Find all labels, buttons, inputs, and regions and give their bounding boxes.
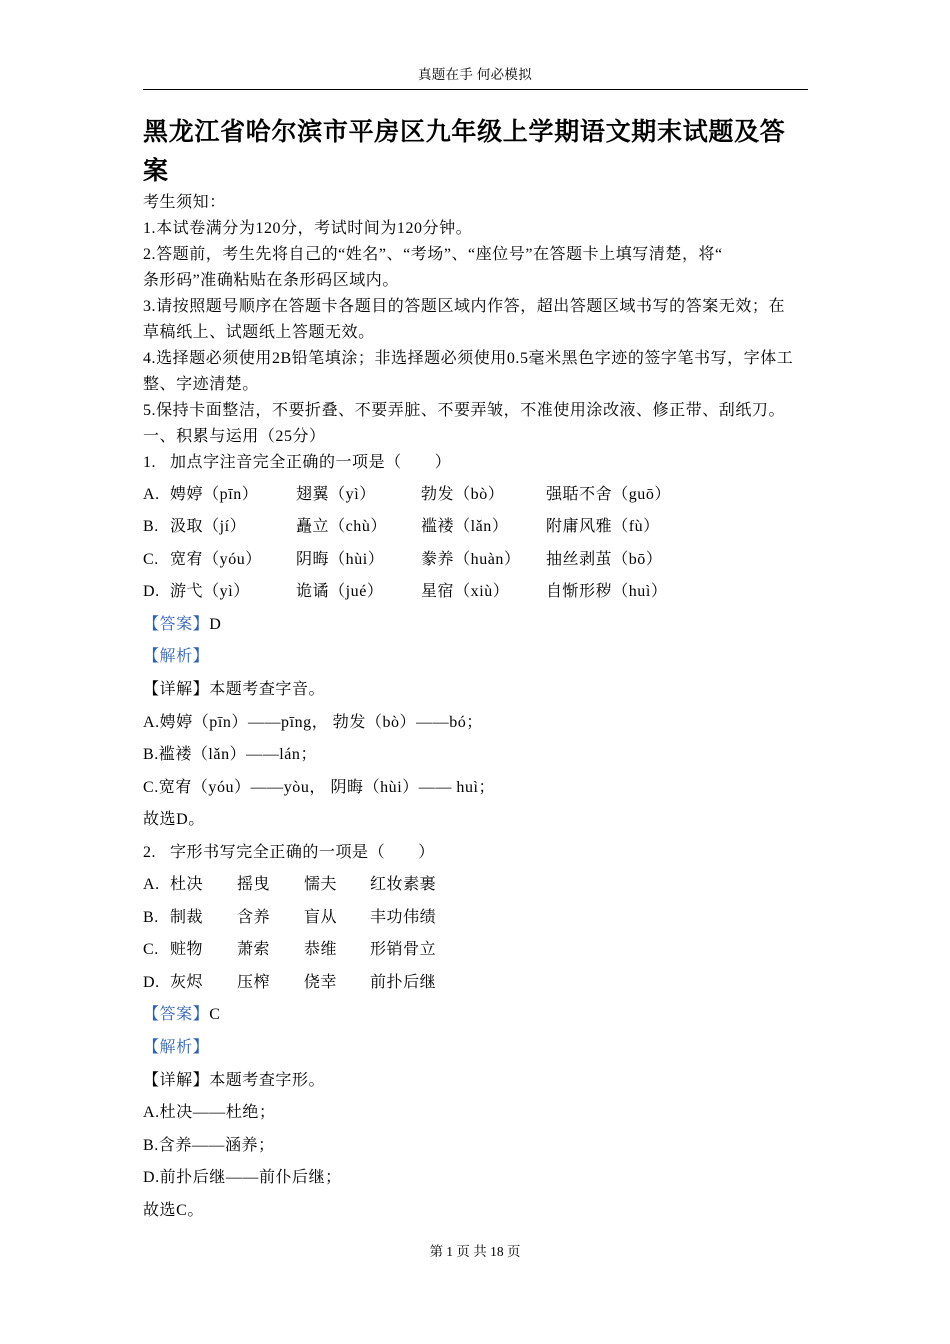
option-item: 侥幸 [304, 973, 338, 991]
question-2-option-d [143, 967, 823, 1000]
question-1-option-d [143, 576, 823, 609]
detail-intro: 本题考查字音。 [209, 680, 326, 698]
detail-intro: 本题考查字形。 [209, 1071, 326, 1089]
header-rule [143, 89, 808, 90]
option-label: C. [143, 941, 159, 959]
question-1-answer-line [143, 609, 823, 642]
question-number: 1. [143, 454, 157, 471]
questions-body [143, 479, 823, 1228]
option-label: A. [143, 485, 160, 503]
option-item: 抽丝剥茧（bō） [546, 550, 663, 568]
option-item: 宽宥（yóu） [170, 550, 262, 568]
question-stem-text: 字形书写完全正确的一项是（ ） [170, 843, 435, 861]
option-item: 勃发（bò） [421, 485, 505, 503]
option-item: 杜决 [170, 876, 204, 894]
explanation-line: D.前扑后继——前仆后继； [143, 1169, 342, 1187]
notice-item-line: 整、字迹清楚。 [143, 376, 259, 393]
footer-page-info: 第 1 页 共 18 页 [429, 1244, 521, 1259]
answer-tag: 【答案】 [143, 1006, 210, 1024]
question-stem-text: 加点字注音完全正确的一项是（ ） [170, 454, 452, 471]
option-item: 诡谲（jué） [296, 583, 384, 601]
option-item: 丰功伟绩 [370, 908, 437, 926]
explanation-line: A.杜决——杜绝； [143, 1104, 276, 1122]
answer-value: D [209, 615, 222, 633]
question-2-option-b [143, 902, 823, 935]
notice-item-line: 1.本试卷满分为120分，考试时间为120分钟。 [143, 220, 473, 237]
option-label: D. [143, 583, 160, 601]
option-label: C. [143, 550, 159, 568]
option-item: 星宿（xiù） [421, 583, 510, 601]
option-item: 娉婷（pīn） [170, 485, 259, 503]
option-item: 制裁 [170, 908, 204, 926]
option-item: 红妆素裹 [370, 876, 437, 894]
option-item: 游弋（yì） [170, 583, 250, 601]
notice-item-line: 3.请按照题号顺序在答题卡各题目的答题区域内作答，超出答题区域书写的答案无效；在 [143, 298, 786, 315]
option-label: B. [143, 518, 159, 536]
option-item: 附庸风雅（fù） [546, 518, 660, 536]
conclusion-line: 故选C。 [143, 1201, 204, 1219]
option-item: 汲取（jí） [170, 518, 247, 536]
option-item: 灰烬 [170, 973, 204, 991]
question-1-option-a [143, 479, 823, 512]
doc-title: 黑龙江省哈尔滨市平房区九年级上学期语文期末试题及答案 [143, 119, 786, 185]
header-slogan: 真题在手 何必模拟 [417, 67, 533, 82]
answer-tag: 【答案】 [143, 615, 210, 633]
question-2-option-a [143, 869, 823, 902]
option-item: 懦夫 [304, 876, 338, 894]
detail-tag: 【详解】 [143, 680, 210, 698]
option-item: 翅翼（yì） [296, 485, 376, 503]
question-1-option-c [143, 544, 823, 577]
notice-item-1 [143, 216, 823, 242]
analysis-tag: 【解析】 [143, 1038, 210, 1056]
question-2-analysis-line [143, 1032, 823, 1065]
option-item: 萧索 [237, 941, 271, 959]
notice-section [143, 190, 823, 476]
question-1-detail-line [143, 674, 823, 707]
section-heading: 一、积累与运用（25分） [143, 428, 326, 445]
option-item: 盲从 [304, 908, 338, 926]
notice-item-line: 5.保持卡面整洁，不要折叠、不要弄脏、不要弄皱，不准使用涂改液、修正带、刮纸刀。 [143, 402, 786, 419]
answer-value: C [209, 1006, 221, 1024]
option-item: 含养 [237, 908, 271, 926]
explanation-line: A.娉婷（pīn）——pīng， 勃发（bò）——bó； [143, 713, 483, 731]
question-2-answer-line [143, 999, 823, 1032]
question-2-option-c [143, 934, 823, 967]
option-label: B. [143, 908, 159, 926]
notice-item-4 [143, 346, 823, 398]
option-item: 摇曳 [237, 876, 271, 894]
explanation-line: C.宽宥（yóu）——yòu， 阴晦（hùi）—— huì； [143, 778, 496, 796]
question-1-stem [143, 450, 823, 476]
option-item: 形销骨立 [370, 941, 437, 959]
notice-item-line: 草稿纸上、试题纸上答题无效。 [143, 324, 375, 341]
notice-item-line: 条形码”准确粘贴在条形码区域内。 [143, 272, 399, 289]
option-item: 褴褛（lǎn） [421, 518, 509, 536]
conclusion-line: 故选D。 [143, 811, 205, 829]
option-item: 恭维 [304, 941, 338, 959]
question-1-analysis-line [143, 641, 823, 674]
question-1-option-b [143, 511, 823, 544]
option-item: 前扑后继 [370, 973, 437, 991]
notice-heading: 考生须知： [143, 194, 226, 211]
question-number: 2. [143, 843, 157, 861]
option-item: 强聒不舍（guō） [546, 485, 671, 503]
notice-item-line: 4.选择题必须使用2B铅笔填涂；非选择题必须使用0.5毫米黑色字迹的签字笔书写，字体工 [143, 350, 794, 367]
question-2-stem [143, 837, 823, 870]
explanation-line: B.褴褛（lǎn）——lán； [143, 746, 318, 764]
option-label: A. [143, 876, 160, 894]
option-item: 赃物 [170, 941, 204, 959]
question-2-detail-line [143, 1065, 823, 1098]
notice-item-3 [143, 294, 823, 346]
notice-item-line: 2.答题前，考生先将自己的“姓名”、“考场”、“座位号”在答题卡上填写清楚，将“ [143, 246, 723, 263]
notice-item-2 [143, 242, 823, 294]
detail-tag: 【详解】 [143, 1071, 210, 1089]
explanation-line: B.含养——涵养； [143, 1136, 275, 1154]
option-label: D. [143, 973, 160, 991]
option-item: 阴晦（hùi） [296, 550, 385, 568]
option-item: 自惭形秽（huì） [546, 583, 668, 601]
analysis-tag: 【解析】 [143, 648, 210, 666]
option-item: 压榨 [237, 973, 271, 991]
option-item: 矗立（chù） [296, 518, 387, 536]
option-item: 豢养（huàn） [421, 550, 521, 568]
notice-item-5 [143, 398, 823, 424]
